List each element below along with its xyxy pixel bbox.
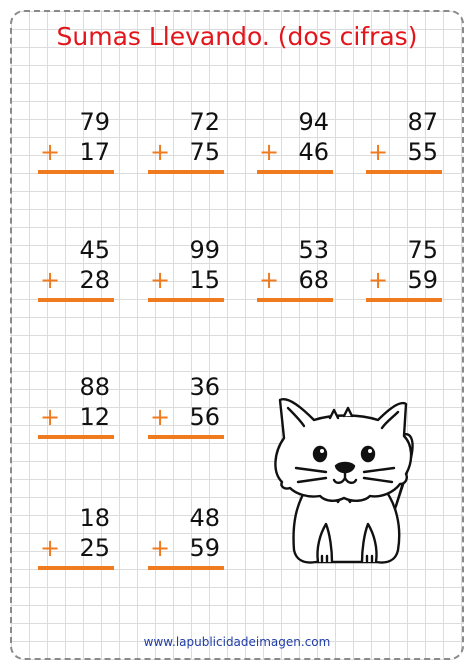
addition-problem-5 xyxy=(38,236,114,306)
addend-top: 79 xyxy=(79,108,110,136)
sum-line xyxy=(148,566,224,570)
plus-sign: + xyxy=(150,403,171,431)
addition-problem-1 xyxy=(38,108,114,178)
sum-line xyxy=(148,435,224,439)
plus-sign: + xyxy=(40,138,61,166)
plus-sign: + xyxy=(368,138,389,166)
addend-top: 87 xyxy=(407,108,438,136)
sum-line xyxy=(38,298,114,302)
sum-line xyxy=(38,435,114,439)
addition-problem-9 xyxy=(38,373,114,443)
addition-problem-7 xyxy=(257,236,333,306)
addend-top: 48 xyxy=(189,504,220,532)
addend-bottom: 12 xyxy=(79,403,110,431)
addend-bottom: 17 xyxy=(79,138,110,166)
addend-bottom: 25 xyxy=(79,534,110,562)
addition-problem-8 xyxy=(366,236,442,306)
addend-top: 53 xyxy=(298,236,329,264)
plus-sign: + xyxy=(40,403,61,431)
addend-top: 45 xyxy=(79,236,110,264)
addition-problem-10 xyxy=(148,373,224,443)
page-title: Sumas Llevando. (dos cifras) xyxy=(56,22,418,51)
sum-line xyxy=(148,170,224,174)
plus-sign: + xyxy=(259,266,280,294)
addition-problem-6 xyxy=(148,236,224,306)
addend-bottom: 59 xyxy=(407,266,438,294)
addend-bottom: 28 xyxy=(79,266,110,294)
addend-bottom: 75 xyxy=(189,138,220,166)
sum-line xyxy=(38,566,114,570)
addend-top: 94 xyxy=(298,108,329,136)
plus-sign: + xyxy=(150,534,171,562)
addend-bottom: 68 xyxy=(298,266,329,294)
sum-line xyxy=(257,170,333,174)
plus-sign: + xyxy=(150,138,171,166)
addition-problem-11 xyxy=(38,504,114,574)
cat-illustration xyxy=(256,374,432,574)
plus-sign: + xyxy=(368,266,389,294)
addend-top: 99 xyxy=(189,236,220,264)
sum-line xyxy=(148,298,224,302)
addend-top: 88 xyxy=(79,373,110,401)
website-url: www.lapublicidadeimagen.com xyxy=(143,635,331,649)
sum-line xyxy=(38,170,114,174)
addition-problem-3 xyxy=(257,108,333,178)
sum-line xyxy=(257,298,333,302)
plus-sign: + xyxy=(40,534,61,562)
addition-problem-2 xyxy=(148,108,224,178)
plus-sign: + xyxy=(150,266,171,294)
addition-problem-4 xyxy=(366,108,442,178)
addend-bottom: 15 xyxy=(189,266,220,294)
plus-sign: + xyxy=(40,266,61,294)
addend-top: 18 xyxy=(79,504,110,532)
addend-bottom: 59 xyxy=(189,534,220,562)
addend-top: 72 xyxy=(189,108,220,136)
addend-top: 36 xyxy=(189,373,220,401)
addend-top: 75 xyxy=(407,236,438,264)
addition-problem-12 xyxy=(148,504,224,574)
addend-bottom: 46 xyxy=(298,138,329,166)
addend-bottom: 55 xyxy=(407,138,438,166)
sum-line xyxy=(366,170,442,174)
addend-bottom: 56 xyxy=(189,403,220,431)
plus-sign: + xyxy=(259,138,280,166)
sum-line xyxy=(366,298,442,302)
